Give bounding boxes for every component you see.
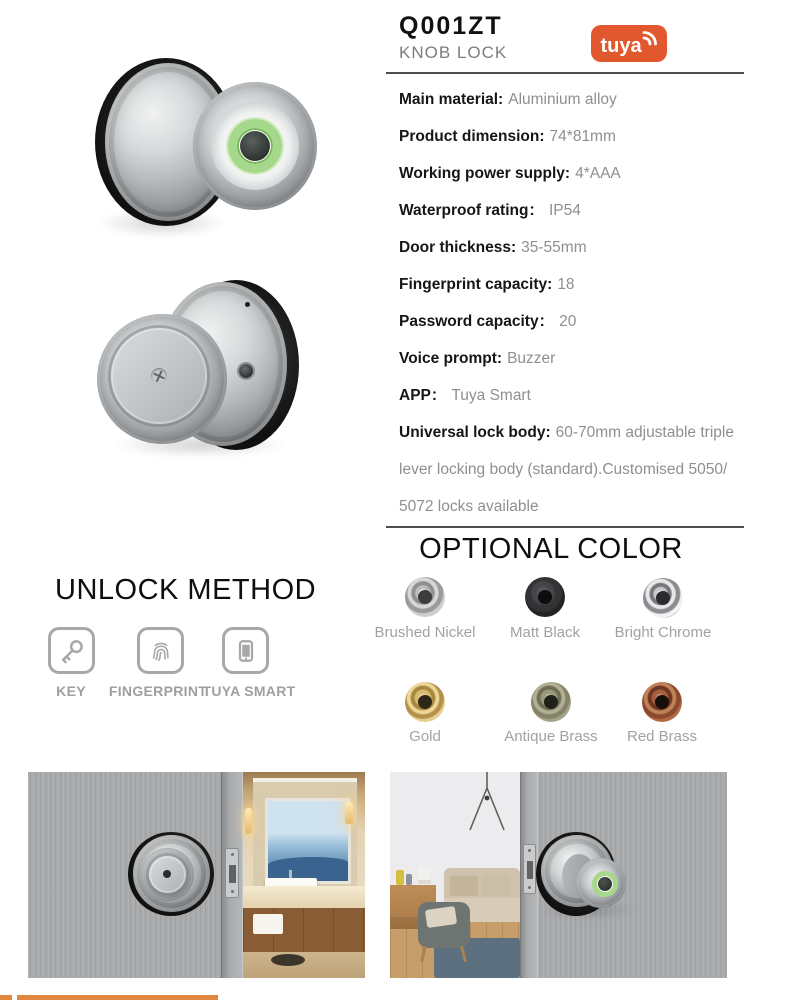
- color-swatch-gold: [405, 682, 445, 722]
- spec-value: Tuya Smart: [451, 387, 531, 404]
- footer-bar-fragment: [17, 995, 218, 1000]
- footer-bar-fragment: [0, 995, 12, 1000]
- knob-center-hole: [418, 695, 432, 709]
- product-type: KNOB LOCK: [399, 43, 508, 62]
- spec-label: Door thickness:: [399, 239, 517, 256]
- knob-center-hole: [418, 590, 432, 604]
- sofa-cushion: [450, 876, 478, 896]
- fingerprint-sensor: [598, 877, 612, 891]
- knob-center-hole: [544, 695, 558, 709]
- spec-list: [399, 81, 748, 525]
- table-lamp: [418, 866, 431, 884]
- spec-label: Working power supply:: [399, 165, 571, 182]
- wall-sconce: [245, 808, 252, 834]
- unlock-method-label: KEY: [56, 683, 86, 699]
- towel: [253, 914, 283, 934]
- fingerprint-sensor: [240, 131, 270, 161]
- spec-value: 20: [559, 313, 577, 330]
- tuya-logo: [591, 25, 667, 62]
- spec-row: [399, 155, 748, 192]
- latch-screw: [528, 886, 531, 889]
- unlock-method-label: TUYA SMART: [202, 683, 296, 699]
- sofa-cushion: [482, 876, 510, 896]
- section-divider: [386, 526, 744, 528]
- spec-row: [399, 266, 748, 303]
- color-swatch-red-brass: [642, 682, 682, 722]
- latch-bolt: [527, 861, 533, 879]
- window-sea-view: [265, 798, 351, 884]
- color-swatch-matt-black: [525, 577, 565, 617]
- key-cylinder: [163, 870, 171, 878]
- side-set-screw: [239, 364, 253, 378]
- living-room-scene: [390, 772, 520, 978]
- spec-row: [399, 81, 748, 118]
- unlock-method-key: [48, 627, 95, 674]
- key-icon: [57, 636, 87, 666]
- mirror: [253, 778, 357, 890]
- spec-label: Main material:: [399, 91, 504, 108]
- tuya-logo-text: tuya: [600, 35, 642, 57]
- spec-label: Universal lock body:: [399, 424, 551, 441]
- spec-label: Product dimension:: [399, 128, 545, 145]
- spec-label: Password capacity：: [399, 313, 555, 330]
- center-screw: [151, 368, 167, 384]
- spec-value: 60-70mm adjustable triple lever locking body (standard).Customised 5050/ 5072 locks available: [399, 424, 734, 515]
- yellow-vase: [396, 870, 404, 885]
- reset-pinhole: [245, 302, 250, 307]
- swatch-label: Brushed Nickel: [374, 624, 476, 641]
- spec-row: [399, 414, 748, 525]
- unlock-method-fingerprint: [137, 627, 184, 674]
- spec-label: Voice prompt:: [399, 350, 503, 367]
- spec-value: 18: [557, 276, 575, 293]
- spec-value: 74*81mm: [549, 128, 616, 145]
- latch-screw: [231, 890, 234, 893]
- wall-sconce: [345, 802, 353, 824]
- latch-plate: [225, 848, 239, 898]
- knob-center-hole: [656, 591, 670, 605]
- unlock-method-label: FINGERPRINT: [108, 683, 208, 699]
- spec-row: [399, 118, 748, 155]
- tripod-floor-lamp: [465, 772, 510, 834]
- spec-value: 4*AAA: [575, 165, 621, 182]
- smartphone-icon: [231, 636, 261, 666]
- spec-label: Waterproof rating：: [399, 202, 544, 219]
- unlock-method-title: UNLOCK METHOD: [55, 574, 317, 606]
- swatch-label: Bright Chrome: [614, 624, 712, 641]
- spec-value: Aluminium alloy: [508, 91, 617, 108]
- latch-plate: [523, 844, 536, 894]
- swatch-label: Red Brass: [626, 728, 698, 745]
- latch-screw: [528, 849, 531, 852]
- knob-center-hole: [655, 695, 669, 709]
- spec-value: IP54: [548, 202, 581, 219]
- swatch-label: Matt Black: [509, 624, 581, 641]
- unlock-method-tuya-smart: [222, 627, 269, 674]
- spec-row: [399, 377, 748, 414]
- lifestyle-photo-living-room: [390, 772, 727, 978]
- spec-row: [399, 229, 748, 266]
- lifestyle-photo-bathroom: [28, 772, 365, 978]
- floor-bowl: [271, 954, 305, 966]
- spec-value: Buzzer: [507, 350, 556, 367]
- gray-vase: [406, 874, 412, 885]
- vanity-counter: [243, 886, 365, 908]
- spec-label: APP：: [399, 387, 447, 404]
- latch-screw: [231, 853, 234, 856]
- spec-row: [399, 303, 748, 340]
- swatch-label: Antique Brass: [504, 728, 598, 745]
- color-swatch-brushed-nickel: [405, 577, 445, 617]
- spec-value: 35-55mm: [521, 239, 587, 256]
- spec-row: [399, 340, 748, 377]
- product-photo-interior-knob: [97, 282, 297, 452]
- spec-label: Fingerprint capacity:: [399, 276, 553, 293]
- product-photo-exterior-knob: [95, 58, 320, 248]
- fingerprint-icon: [146, 636, 176, 666]
- latch-bolt: [229, 865, 236, 883]
- bathroom-scene: [243, 772, 365, 978]
- product-model: Q001ZT: [399, 12, 503, 40]
- color-swatch-antique-brass: [531, 682, 571, 722]
- header-divider: [386, 72, 744, 74]
- color-swatch-bright-chrome: [643, 578, 683, 618]
- bathroom-floor: [243, 952, 365, 978]
- knob-center-hole: [538, 590, 552, 604]
- spec-row: [399, 192, 748, 229]
- optional-color-title: OPTIONAL COLOR: [419, 533, 683, 565]
- swatch-label: Gold: [409, 728, 441, 745]
